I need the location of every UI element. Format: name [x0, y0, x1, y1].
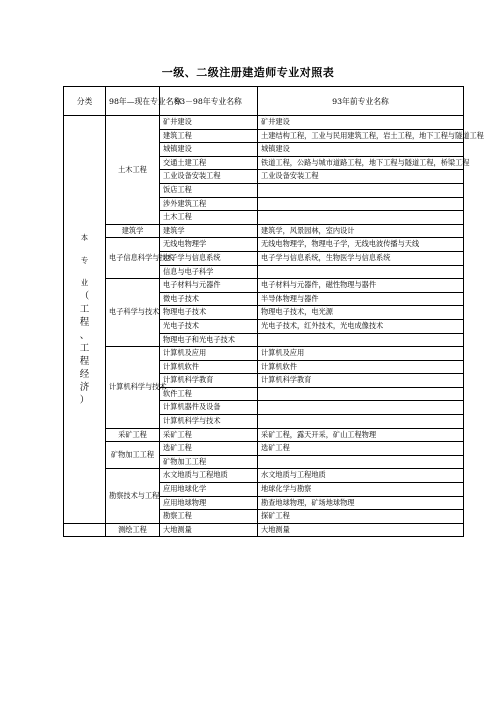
major-pre-93: 探矿工程 [258, 510, 464, 524]
table-row [64, 279, 464, 293]
major-93-98: 计算机器件及设备 [160, 401, 258, 415]
major-pre-93 [258, 387, 464, 401]
major-93-98: 土木工程 [160, 211, 258, 225]
major-pre-93: 城镇建设 [258, 143, 464, 157]
group-exploration: 勘察技术与工程 [106, 469, 160, 523]
major-pre-93: 大地测量 [258, 523, 464, 537]
table-row [64, 347, 464, 361]
major-93-98: 水文地质与工程地质 [160, 469, 258, 483]
major-pre-93: 选矿工程 [258, 442, 464, 456]
major-pre-93 [258, 265, 464, 279]
major-pre-93: 计算机及应用 [258, 347, 464, 361]
major-93-98: 采矿工程 [160, 428, 258, 442]
major-comparison-table [63, 86, 484, 537]
table-row [64, 224, 464, 238]
major-pre-93: 电子材料与元器件，磁性物理与器件 [258, 279, 464, 293]
major-93-98: 计算机及应用 [160, 347, 258, 361]
major-pre-93 [258, 183, 464, 197]
major-pre-93: 无线电物理学，物理电子学，无线电波传播与天线 [258, 238, 464, 252]
major-pre-93: 计算机软件 [258, 360, 464, 374]
major-pre-93 [258, 197, 464, 211]
table-row [64, 116, 464, 130]
header-93-98: 93－98年专业名称 [160, 87, 258, 116]
major-pre-93 [258, 211, 464, 225]
major-pre-93: 半导体物理与器件 [258, 292, 464, 306]
major-pre-93: 采矿工程，露天开采，矿山工程物理 [258, 428, 464, 442]
table-row [64, 442, 464, 456]
category-main-undergraduate: 本 专 业 （ 工 程 、 工 程 经 济 ） [64, 116, 106, 524]
header-row [64, 87, 464, 116]
major-pre-93: 工业设备安装工程 [258, 170, 464, 184]
group-mineral-processing: 矿物加工工程 [106, 442, 160, 469]
major-93-98: 微电子技术 [160, 292, 258, 306]
page-title: 一级、二级注册建造师专业对照表 [161, 66, 335, 79]
major-93-98: 软件工程 [160, 387, 258, 401]
major-93-98: 交通土建工程 [160, 156, 258, 170]
major-93-98: 矿物加工工程 [160, 455, 258, 469]
major-pre-93: 计算机科学教育 [258, 374, 464, 388]
major-93-98: 涉外建筑工程 [160, 197, 258, 211]
major-pre-93 [258, 401, 464, 415]
major-93-98: 建筑学 [160, 224, 258, 238]
major-93-98: 电子学与信息系统 [160, 251, 258, 265]
group-electronic-information: 电子信息科学与技术 [106, 238, 160, 279]
major-93-98: 城镇建设 [160, 143, 258, 157]
table-row [64, 428, 464, 442]
major-93-98: 选矿工程 [160, 442, 258, 456]
major-pre-93: 矿井建设 [258, 116, 464, 130]
major-pre-93 [258, 455, 464, 469]
major-93-98: 计算机科学与技术 [160, 415, 258, 429]
table-row [64, 523, 464, 537]
major-pre-93: 土建结构工程，工业与民用建筑工程，岩土工程，地下工程与隧道工程 [258, 129, 464, 143]
group-architecture: 建筑学 [106, 224, 160, 238]
major-pre-93: 地球化学与勘察 [258, 483, 464, 497]
group-civil: 土木工程 [106, 116, 160, 225]
major-93-98: 应用地球化学 [160, 483, 258, 497]
table-row [64, 469, 464, 483]
major-93-98: 矿井建设 [160, 116, 258, 130]
major-93-98: 电子材料与元器件 [160, 279, 258, 293]
header-category: 分类 [64, 87, 106, 116]
major-pre-93 [258, 333, 464, 347]
major-93-98: 勘察工程 [160, 510, 258, 524]
group-electronic-science: 电子科学与技术 [106, 279, 160, 347]
major-93-98: 饭店工程 [160, 183, 258, 197]
major-pre-93: 光电子技术，红外技术，光电成像技术 [258, 319, 464, 333]
major-pre-93 [258, 415, 464, 429]
major-pre-93: 铁道工程，公路与城市道路工程，地下工程与隧道工程，桥梁工程 [258, 156, 464, 170]
major-pre-93: 物理电子技术，电光源 [258, 306, 464, 320]
major-93-98: 光电子技术 [160, 319, 258, 333]
major-93-98: 工业设备安装工程 [160, 170, 258, 184]
major-93-98: 建筑工程 [160, 129, 258, 143]
major-pre-93: 建筑学，风景园林，室内设计 [258, 224, 464, 238]
major-93-98: 无线电物理学 [160, 238, 258, 252]
header-98-now: 98年—现在专业名称 [106, 87, 160, 116]
major-pre-93: 勘查地球物理，矿场地球物理 [258, 496, 464, 510]
major-93-98: 计算机科学教育 [160, 374, 258, 388]
major-pre-93: 电子学与信息系统，生物医学与信息系统 [258, 251, 464, 265]
major-93-98: 物理电子和光电子技术 [160, 333, 258, 347]
category-blank [64, 523, 106, 537]
group-computer-science: 计算机科学与技术 [106, 347, 160, 429]
table-row [64, 238, 464, 252]
major-93-98: 应用地球物理 [160, 496, 258, 510]
group-surveying: 测绘工程 [106, 523, 160, 537]
major-93-98: 物理电子技术 [160, 306, 258, 320]
header-pre-93: 93年前专业名称 [258, 87, 464, 116]
major-pre-93: 水文地质与工程地质 [258, 469, 464, 483]
major-93-98: 信息与电子科学 [160, 265, 258, 279]
major-93-98: 大地测量 [160, 523, 258, 537]
group-mining: 采矿工程 [106, 428, 160, 442]
major-93-98: 计算机软件 [160, 360, 258, 374]
